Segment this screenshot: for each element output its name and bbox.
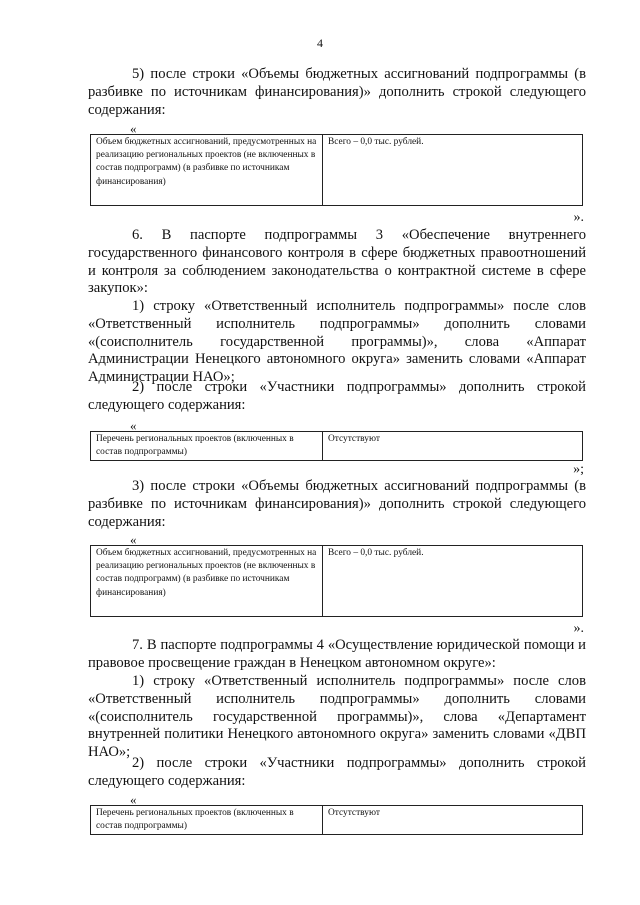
paragraph-6-item-3: 3) после строки «Объемы бюджетных ассигнований подпрограммы (в разбивке по источникам финансирования)» дополнить строкой следующего содержания: xyxy=(88,478,586,530)
paragraph-7-item-1: 1) строку «Ответственный исполнитель подпрограммы» после слов «Ответственный исполнитель подпрограммы» дополнить словами «(соисполнитель государственной программы)», слова «Департамент внутренней политики Ненецкого автономного округа» заменить словами «ДВП НАО»; xyxy=(88,673,586,761)
paragraph-section-7: 7. В паспорте подпрограммы 4 «Осуществление юридической помощи и правовое просвещение граждан в Ненецком автономном округе»: xyxy=(88,637,586,671)
row-label-cell: Перечень региональных проектов (включенных в состав подпрограммы) xyxy=(91,432,323,461)
page-number: 4 xyxy=(317,36,323,50)
paragraph-item-5: 5) после строки «Объемы бюджетных ассигнований подпрограммы (в разбивке по источникам финансирования)» дополнить строкой следующего содержания: xyxy=(88,66,586,118)
paragraph-6-item-2: 2) после строки «Участники подпрограммы» дополнить строкой следующего содержания: xyxy=(88,379,586,413)
paragraph-section-6: 6. В паспорте подпрограммы 3 «Обеспечение внутреннего государственного финансового контроля в сфере бюджетных правоотношений и контроля за соблюдением законодательства о контрактной системе в сфере закупок»: xyxy=(88,227,586,297)
inserted-row-table-1 xyxy=(90,134,583,206)
paragraph-6-item-1: 1) строку «Ответственный исполнитель подпрограммы» после слов «Ответственный исполнитель подпрограммы» дополнить словами «(соисполнитель государственной программы)», слова «Аппарат Администрации Ненецкого автономного округа» заменить словами «Аппарат Администрации НАО»; xyxy=(88,298,586,386)
row-label-cell: Объем бюджетных ассигнований, предусмотренных на реализацию региональных проектов (не включенных в состав подпрограмм) (в разбивке по источникам финансирования) xyxy=(91,546,323,617)
row-value-cell: Отсутствуют xyxy=(323,806,583,835)
opening-quote: « xyxy=(130,418,137,433)
inserted-row-table-4 xyxy=(90,805,583,835)
row-value-cell: Отсутствуют xyxy=(323,432,583,461)
row-label-cell: Перечень региональных проектов (включенных в состав подпрограммы) xyxy=(91,806,323,835)
opening-quote: « xyxy=(130,792,137,807)
row-label-cell: Объем бюджетных ассигнований, предусмотренных на реализацию региональных проектов (не включенных в состав подпрограмм) (в разбивке по источникам финансирования) xyxy=(91,135,323,206)
opening-quote: « xyxy=(130,121,137,136)
closing-quote: ». xyxy=(573,210,584,225)
paragraph-7-item-2: 2) после строки «Участники подпрограммы» дополнить строкой следующего содержания: xyxy=(88,755,586,789)
inserted-row-table-2 xyxy=(90,431,583,461)
row-value-cell: Всего – 0,0 тыс. рублей. xyxy=(323,546,583,617)
closing-quote: »; xyxy=(573,462,584,477)
inserted-row-table-3 xyxy=(90,545,583,617)
opening-quote: « xyxy=(130,532,137,547)
row-value-cell: Всего – 0,0 тыс. рублей. xyxy=(323,135,583,206)
closing-quote: ». xyxy=(573,621,584,636)
